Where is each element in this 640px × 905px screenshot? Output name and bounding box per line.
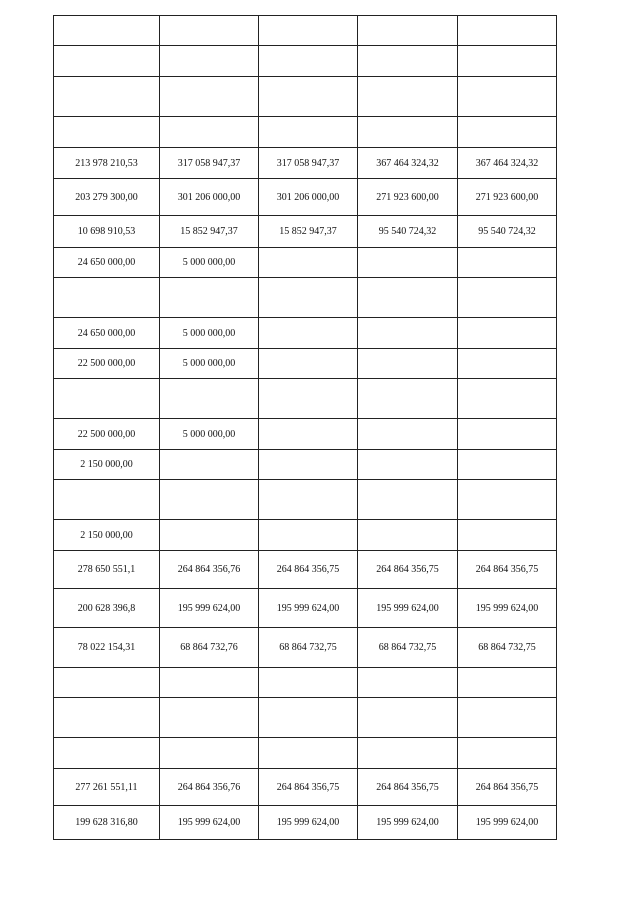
table-cell xyxy=(160,698,259,738)
table-cell: 271 923 600,00 xyxy=(458,179,557,216)
table-cell xyxy=(458,419,557,450)
table-cell xyxy=(54,16,160,46)
table-cell: 317 058 947,37 xyxy=(160,148,259,179)
table-cell xyxy=(54,698,160,738)
table-cell: 22 500 000,00 xyxy=(54,349,160,379)
table-cell xyxy=(54,117,160,148)
table-cell xyxy=(458,318,557,349)
table-row xyxy=(54,738,557,769)
table-cell: 5 000 000,00 xyxy=(160,419,259,450)
table-cell xyxy=(160,46,259,77)
table-cell xyxy=(54,278,160,318)
table-cell xyxy=(458,278,557,318)
table-cell xyxy=(458,117,557,148)
table-cell: 68 864 732,76 xyxy=(160,628,259,668)
table-cell: 367 464 324,32 xyxy=(458,148,557,179)
table-cell xyxy=(54,77,160,117)
table-row xyxy=(54,628,557,668)
table-cell xyxy=(160,738,259,769)
table-cell: 264 864 356,75 xyxy=(458,551,557,589)
table-cell: 301 206 000,00 xyxy=(160,179,259,216)
table-cell xyxy=(259,450,358,480)
table-cell xyxy=(259,379,358,419)
table-cell: 200 628 396,8 xyxy=(54,589,160,628)
table-cell xyxy=(458,698,557,738)
table-row xyxy=(54,77,557,117)
table-cell xyxy=(259,480,358,520)
table-row xyxy=(54,216,557,248)
table-cell: 278 650 551,1 xyxy=(54,551,160,589)
table-cell xyxy=(458,16,557,46)
table-cell xyxy=(358,520,458,551)
table-cell xyxy=(458,349,557,379)
table-cell xyxy=(54,480,160,520)
table-row xyxy=(54,278,557,318)
table-cell xyxy=(259,520,358,551)
table-cell: 195 999 624,00 xyxy=(458,806,557,840)
table-cell xyxy=(458,520,557,551)
table-cell: 15 852 947,37 xyxy=(259,216,358,248)
table-cell xyxy=(458,46,557,77)
table-cell: 264 864 356,75 xyxy=(358,769,458,806)
table-cell: 195 999 624,00 xyxy=(458,589,557,628)
table-cell xyxy=(358,278,458,318)
table-row xyxy=(54,46,557,77)
table-cell xyxy=(458,450,557,480)
table-cell xyxy=(458,77,557,117)
table-cell: 264 864 356,76 xyxy=(160,551,259,589)
table-row xyxy=(54,179,557,216)
table-row xyxy=(54,379,557,419)
table-cell xyxy=(358,16,458,46)
table-row xyxy=(54,769,557,806)
table-cell xyxy=(160,520,259,551)
table-cell xyxy=(160,480,259,520)
table-cell xyxy=(358,117,458,148)
table-cell: 199 628 316,80 xyxy=(54,806,160,840)
table-cell: 68 864 732,75 xyxy=(259,628,358,668)
table-cell xyxy=(358,349,458,379)
table-cell: 195 999 624,00 xyxy=(160,589,259,628)
table-cell xyxy=(259,77,358,117)
table-cell xyxy=(54,738,160,769)
table-row xyxy=(54,349,557,379)
table-cell: 264 864 356,75 xyxy=(358,551,458,589)
table-cell xyxy=(259,16,358,46)
table-cell xyxy=(458,668,557,698)
table-cell xyxy=(358,480,458,520)
financial-table xyxy=(53,15,557,840)
table-cell: 68 864 732,75 xyxy=(358,628,458,668)
table-row xyxy=(54,589,557,628)
table-cell: 5 000 000,00 xyxy=(160,318,259,349)
table-cell xyxy=(160,379,259,419)
table-cell xyxy=(358,248,458,278)
table-cell xyxy=(358,698,458,738)
table-cell xyxy=(259,278,358,318)
table-cell xyxy=(458,248,557,278)
table-cell: 264 864 356,75 xyxy=(458,769,557,806)
table-row xyxy=(54,117,557,148)
table-cell xyxy=(54,379,160,419)
table-cell: 24 650 000,00 xyxy=(54,248,160,278)
table-row xyxy=(54,480,557,520)
table-cell xyxy=(259,46,358,77)
table-cell xyxy=(259,117,358,148)
table-cell xyxy=(259,738,358,769)
table-row xyxy=(54,668,557,698)
table-cell: 5 000 000,00 xyxy=(160,349,259,379)
table-row xyxy=(54,419,557,450)
table-row xyxy=(54,148,557,179)
table-cell: 264 864 356,75 xyxy=(259,551,358,589)
table-cell xyxy=(160,278,259,318)
table-cell xyxy=(358,379,458,419)
table-cell: 195 999 624,00 xyxy=(160,806,259,840)
table-cell xyxy=(54,46,160,77)
table-cell xyxy=(358,419,458,450)
table-cell xyxy=(259,698,358,738)
table-cell xyxy=(458,480,557,520)
table-cell: 264 864 356,76 xyxy=(160,769,259,806)
table-cell: 195 999 624,00 xyxy=(259,589,358,628)
table-cell xyxy=(54,668,160,698)
table-cell xyxy=(259,668,358,698)
table-cell xyxy=(160,668,259,698)
table-cell: 203 279 300,00 xyxy=(54,179,160,216)
table-cell: 10 698 910,53 xyxy=(54,216,160,248)
table-cell: 22 500 000,00 xyxy=(54,419,160,450)
table-cell xyxy=(358,450,458,480)
table-row xyxy=(54,450,557,480)
table-cell: 264 864 356,75 xyxy=(259,769,358,806)
table-cell xyxy=(259,419,358,450)
table-row xyxy=(54,318,557,349)
table-cell xyxy=(160,16,259,46)
table-cell: 2 150 000,00 xyxy=(54,450,160,480)
table-cell: 95 540 724,32 xyxy=(458,216,557,248)
table-cell: 301 206 000,00 xyxy=(259,179,358,216)
table-cell xyxy=(458,738,557,769)
table-cell: 24 650 000,00 xyxy=(54,318,160,349)
table-cell xyxy=(458,379,557,419)
table-cell: 213 978 210,53 xyxy=(54,148,160,179)
table-cell xyxy=(160,450,259,480)
table-row xyxy=(54,248,557,278)
table-cell xyxy=(259,318,358,349)
table-cell: 95 540 724,32 xyxy=(358,216,458,248)
table-row xyxy=(54,520,557,551)
table-cell: 78 022 154,31 xyxy=(54,628,160,668)
table-cell: 195 999 624,00 xyxy=(358,589,458,628)
table-row xyxy=(54,551,557,589)
table-cell: 195 999 624,00 xyxy=(259,806,358,840)
table-cell: 277 261 551,11 xyxy=(54,769,160,806)
table-cell: 271 923 600,00 xyxy=(358,179,458,216)
table-cell: 2 150 000,00 xyxy=(54,520,160,551)
table-row xyxy=(54,698,557,738)
table-row xyxy=(54,806,557,840)
table-cell xyxy=(358,318,458,349)
table-cell xyxy=(358,668,458,698)
table-body xyxy=(54,16,557,840)
table-cell: 68 864 732,75 xyxy=(458,628,557,668)
table-cell xyxy=(160,117,259,148)
table-cell xyxy=(259,248,358,278)
table-row xyxy=(54,16,557,46)
table-cell xyxy=(259,349,358,379)
table-cell xyxy=(358,77,458,117)
table-cell xyxy=(358,738,458,769)
table-cell xyxy=(160,77,259,117)
table-cell: 15 852 947,37 xyxy=(160,216,259,248)
table-cell: 317 058 947,37 xyxy=(259,148,358,179)
table-cell: 195 999 624,00 xyxy=(358,806,458,840)
table-cell xyxy=(358,46,458,77)
table-cell: 5 000 000,00 xyxy=(160,248,259,278)
table-cell: 367 464 324,32 xyxy=(358,148,458,179)
